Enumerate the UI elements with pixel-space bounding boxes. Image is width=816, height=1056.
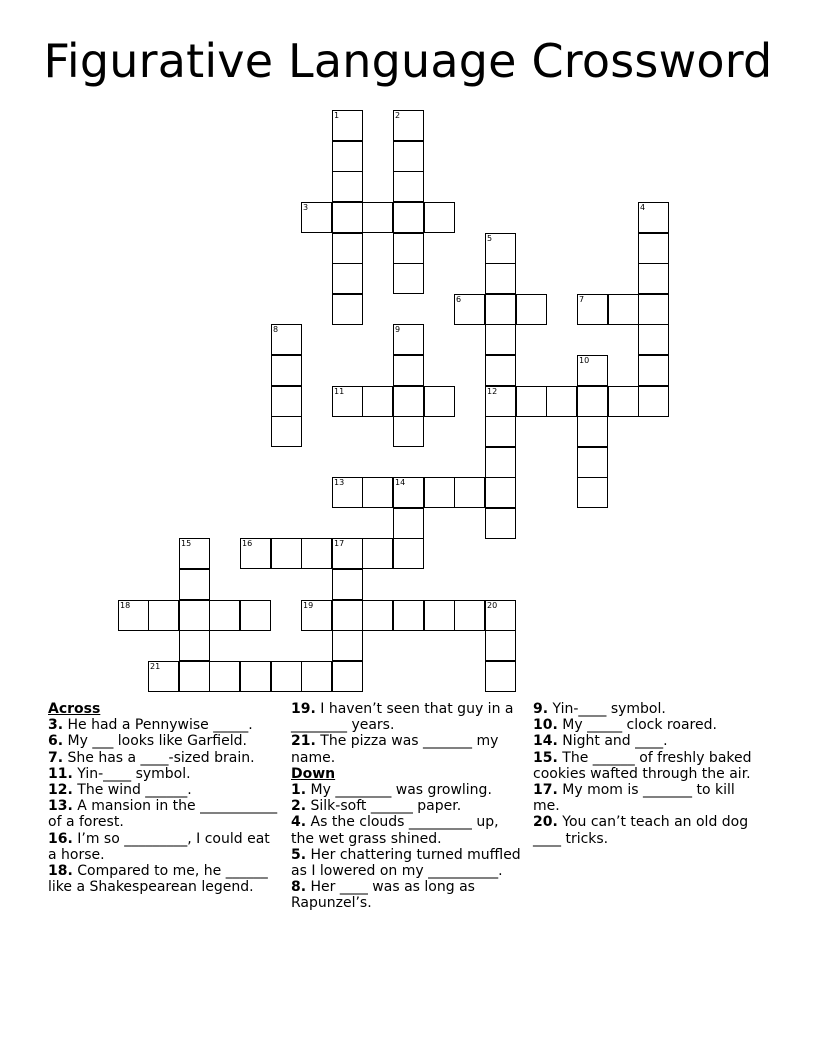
clue-item-number: 3. — [48, 717, 64, 734]
crossword-cell[interactable] — [301, 661, 332, 692]
crossword-cell[interactable] — [454, 600, 485, 631]
clue-item — [48, 863, 280, 895]
crossword-cell[interactable] — [577, 355, 608, 386]
crossword-cell[interactable] — [240, 538, 271, 569]
clue-column-2 — [291, 701, 523, 912]
crossword-cell[interactable] — [393, 263, 424, 294]
crossword-cell[interactable] — [301, 202, 332, 233]
clue-item-number: 21. — [291, 733, 316, 750]
clue-item-number: 11. — [48, 765, 73, 782]
crossword-cell[interactable] — [638, 263, 669, 294]
clue-item-text: She has a ____-sized brain. — [63, 749, 255, 766]
clue-item-text: Her chattering turned muffled as I lowered on my __________. — [291, 846, 521, 880]
crossword-cell[interactable] — [638, 324, 669, 355]
crossword-cell[interactable] — [485, 416, 516, 447]
crossword-cell[interactable] — [362, 600, 393, 631]
clue-item-number: 18. — [48, 863, 73, 880]
crossword-cell[interactable] — [393, 202, 424, 233]
clue-item-text: The wind ______. — [72, 782, 192, 799]
crossword-cell[interactable] — [638, 202, 669, 233]
clue-item — [291, 798, 523, 814]
clue-item-text: My mom is _______ to kill me. — [533, 782, 735, 815]
clue-item-number: 16. — [48, 830, 73, 847]
clue-column-3 — [533, 701, 765, 847]
clue-item-text: My ___ looks like Garfield. — [63, 733, 247, 750]
crossword-cell[interactable] — [179, 600, 210, 631]
crossword-cell[interactable] — [485, 386, 516, 417]
clue-item-text: I’m so _________, I could eat a horse. — [48, 830, 270, 863]
crossword-cell[interactable] — [393, 110, 424, 141]
clue-number: 14 — [395, 478, 406, 487]
clue-number: 12 — [487, 387, 498, 396]
crossword-cell[interactable] — [577, 477, 608, 508]
crossword-cell[interactable] — [638, 233, 669, 264]
crossword-cell[interactable] — [577, 416, 608, 447]
crossword-cell[interactable] — [638, 355, 669, 386]
clue-item — [291, 733, 523, 765]
clue-number: 21 — [150, 662, 161, 671]
clue-item — [48, 766, 280, 782]
crossword-cell[interactable] — [393, 508, 424, 539]
crossword-cell[interactable] — [424, 600, 455, 631]
crossword-cell[interactable] — [485, 661, 516, 692]
crossword-cell[interactable] — [362, 202, 393, 233]
crossword-cell[interactable] — [485, 233, 516, 264]
crossword-cell[interactable] — [516, 294, 547, 325]
page-title: Figurative Language Crossword — [43, 34, 773, 88]
clue-number: 8 — [273, 325, 279, 334]
crossword-cell[interactable] — [638, 386, 669, 417]
crossword-cell[interactable] — [485, 447, 516, 478]
crossword-cell[interactable] — [271, 324, 302, 355]
crossword-cell[interactable] — [577, 447, 608, 478]
clue-number: 3 — [303, 203, 309, 212]
crossword-cell[interactable] — [485, 477, 516, 508]
clue-number: 6 — [456, 295, 462, 304]
clue-item-number: 5. — [291, 846, 307, 863]
clue-number: 16 — [242, 539, 253, 548]
clue-number: 2 — [395, 111, 401, 120]
crossword-cell[interactable] — [332, 263, 363, 294]
crossword-cell[interactable] — [454, 477, 485, 508]
clue-item-text: As the clouds _________ up, the wet grass shined. — [291, 814, 499, 847]
crossword-cell[interactable] — [271, 416, 302, 447]
clue-number: 4 — [640, 203, 646, 212]
clue-number: 1 — [334, 111, 340, 120]
crossword-cell[interactable] — [393, 141, 424, 172]
clue-item-number: 17. — [533, 782, 558, 799]
clue-item-text: Night and ____. — [557, 733, 668, 750]
crossword-cell[interactable] — [271, 538, 302, 569]
clue-item-text: The ______ of freshly baked cookies wafted through the air. — [533, 749, 752, 782]
crossword-cell[interactable] — [118, 600, 149, 631]
clue-item — [533, 717, 765, 733]
clue-number: 19 — [303, 601, 314, 610]
crossword-cell[interactable] — [332, 294, 363, 325]
crossword-cell[interactable] — [485, 630, 516, 661]
clue-item — [291, 782, 523, 798]
crossword-cell[interactable] — [362, 538, 393, 569]
crossword-cell[interactable] — [485, 508, 516, 539]
clue-item — [533, 782, 765, 814]
crossword-cell[interactable] — [332, 600, 363, 631]
crossword-cell[interactable] — [393, 355, 424, 386]
clue-item-number: 20. — [533, 814, 558, 831]
clue-item — [291, 879, 523, 911]
crossword-cell[interactable] — [454, 294, 485, 325]
crossword-cell[interactable] — [332, 171, 363, 202]
crossword-cell[interactable] — [485, 600, 516, 631]
crossword-cell[interactable] — [332, 477, 363, 508]
crossword-cell[interactable] — [424, 477, 455, 508]
crossword-cell[interactable] — [332, 233, 363, 264]
crossword-cell[interactable] — [393, 538, 424, 569]
crossword-cell[interactable] — [271, 355, 302, 386]
crossword-cell[interactable] — [638, 294, 669, 325]
crossword-cell[interactable] — [393, 386, 424, 417]
clue-item-text: The pizza was _______ my name. — [291, 733, 499, 766]
crossword-cell[interactable] — [240, 600, 271, 631]
clue-item-text: Her ____ was as long as Rapunzel’s. — [291, 879, 475, 912]
clue-item — [533, 733, 765, 749]
clue-item-text: My _____ clock roared. — [557, 717, 717, 734]
clue-item — [291, 701, 523, 733]
crossword-cell[interactable] — [148, 661, 179, 692]
crossword-cell[interactable] — [148, 600, 179, 631]
clue-item — [48, 717, 280, 733]
crossword-cell[interactable] — [577, 294, 608, 325]
clue-item-number: 7. — [48, 749, 64, 766]
clue-number: 9 — [395, 325, 401, 334]
clue-number: 7 — [579, 295, 585, 304]
clue-column-1 — [48, 701, 280, 895]
clue-number: 5 — [487, 234, 493, 243]
clue-item-number: 15. — [533, 749, 558, 766]
clue-item-text: You can’t teach an old dog ____ tricks. — [533, 814, 749, 847]
crossword-cell[interactable] — [209, 600, 240, 631]
clue-item — [533, 814, 765, 846]
crossword-cell[interactable] — [332, 202, 363, 233]
clue-item-number: 9. — [533, 701, 549, 717]
clue-number: 11 — [334, 387, 345, 396]
crossword-cell[interactable] — [179, 538, 210, 569]
crossword-cell[interactable] — [424, 386, 455, 417]
across-heading: Across — [48, 701, 101, 717]
crossword-cell[interactable] — [362, 477, 393, 508]
clue-item-number: 8. — [291, 879, 307, 896]
crossword-cell[interactable] — [332, 110, 363, 141]
crossword-cell[interactable] — [332, 386, 363, 417]
clue-item-number: 10. — [533, 717, 558, 734]
clue-item — [48, 798, 280, 830]
crossword-cell[interactable] — [301, 538, 332, 569]
clue-item-text: He had a Pennywise _____. — [63, 717, 253, 734]
crossword-cell[interactable] — [393, 171, 424, 202]
crossword-cell[interactable] — [393, 324, 424, 355]
crossword-cell[interactable] — [393, 233, 424, 264]
clue-item-text: Compared to me, he ______ like a Shakespearean legend. — [48, 863, 268, 896]
crossword-cell[interactable] — [301, 600, 332, 631]
clue-item-number: 12. — [48, 782, 73, 799]
clue-item — [533, 750, 765, 782]
crossword-cell[interactable] — [608, 294, 639, 325]
crossword-cell[interactable] — [516, 386, 547, 417]
crossword-cell[interactable] — [485, 355, 516, 386]
crossword-cell[interactable] — [271, 386, 302, 417]
clue-item — [48, 750, 280, 766]
clue-item-text: I haven’t seen that guy in a ________ years. — [291, 701, 514, 734]
crossword-cell[interactable] — [332, 569, 363, 600]
crossword-cell[interactable] — [577, 386, 608, 417]
crossword-cell[interactable] — [608, 386, 639, 417]
clue-item-number: 14. — [533, 733, 558, 750]
clue-item-number: 2. — [291, 798, 307, 815]
clue-item-number: 4. — [291, 814, 307, 831]
crossword-cell[interactable] — [332, 630, 363, 661]
crossword-cell[interactable] — [332, 538, 363, 569]
clue-item-text: Yin-____ symbol. — [548, 701, 666, 717]
crossword-cell[interactable] — [393, 600, 424, 631]
crossword-cell[interactable] — [179, 661, 210, 692]
crossword-cell[interactable] — [485, 324, 516, 355]
crossword-cell[interactable] — [485, 294, 516, 325]
crossword-cell[interactable] — [485, 263, 516, 294]
clue-item-text: A mansion in the ___________ of a forest. — [48, 798, 278, 831]
clue-item-text: Yin-____ symbol. — [72, 765, 191, 782]
crossword-cell[interactable] — [179, 630, 210, 661]
crossword-cell[interactable] — [546, 386, 577, 417]
clue-item-text: My ________ was growling. — [306, 782, 492, 799]
clue-item-number: 1. — [291, 782, 307, 799]
clue-number: 20 — [487, 601, 498, 610]
clue-number: 18 — [120, 601, 131, 610]
crossword-cell[interactable] — [179, 569, 210, 600]
crossword-cell[interactable] — [393, 416, 424, 447]
clue-item — [291, 814, 523, 846]
clue-number: 13 — [334, 478, 345, 487]
crossword-cell[interactable] — [332, 141, 363, 172]
clue-number: 10 — [579, 356, 590, 365]
down-heading: Down — [291, 765, 336, 782]
crossword-cell[interactable] — [271, 661, 302, 692]
clue-item-number: 6. — [48, 733, 64, 750]
clue-item — [48, 782, 280, 798]
crossword-cell[interactable] — [362, 386, 393, 417]
clue-item — [48, 831, 280, 863]
clue-item-text: Silk-soft ______ paper. — [306, 798, 462, 815]
crossword-cell[interactable] — [393, 477, 424, 508]
clue-item — [48, 733, 280, 749]
clue-item-number: 13. — [48, 798, 73, 815]
crossword-cell[interactable] — [240, 661, 271, 692]
clue-item-number: 19. — [291, 701, 316, 717]
crossword-cell[interactable] — [209, 661, 240, 692]
crossword-cell[interactable] — [332, 661, 363, 692]
clue-item — [291, 847, 523, 879]
clue-number: 17 — [334, 539, 345, 548]
clue-item — [533, 701, 765, 717]
crossword-cell[interactable] — [424, 202, 455, 233]
clue-number: 15 — [181, 539, 192, 548]
